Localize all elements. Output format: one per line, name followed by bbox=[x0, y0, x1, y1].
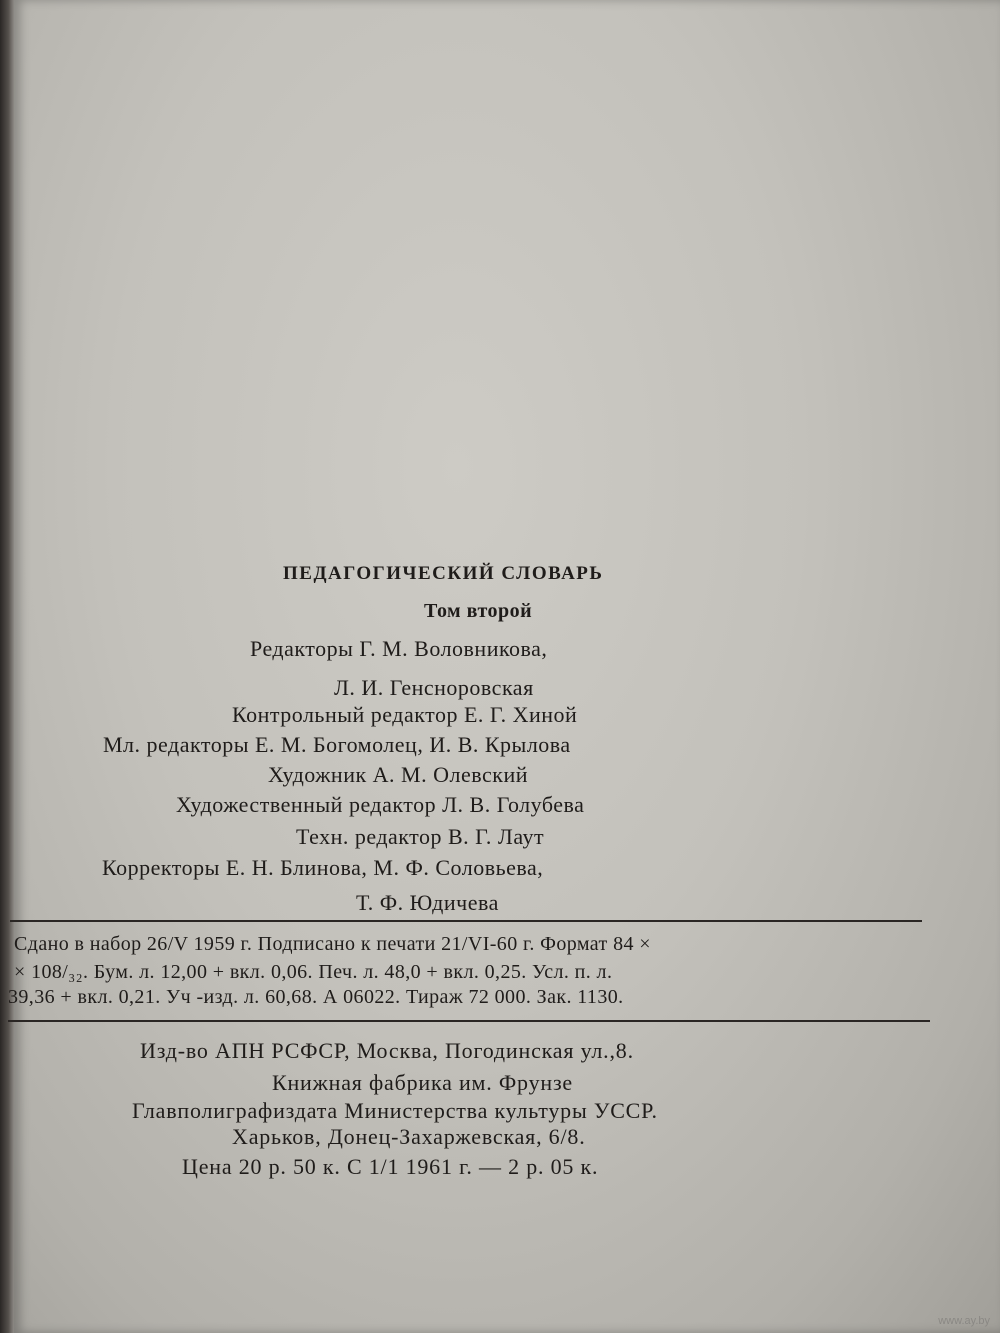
credit-line: Мл. редакторы Е. М. Богомолец, И. В. Крылова bbox=[103, 732, 571, 757]
credit-line: Художественный редактор Л. В. Голубева bbox=[176, 792, 585, 817]
credit-line: Корректоры Е. Н. Блинова, М. Ф. Соловьева, bbox=[102, 855, 544, 880]
credit-line: Техн. редактор В. Г. Лаут bbox=[296, 824, 545, 849]
imprint-line: × 108/₃₂. Бум. л. 12,00 + вкл. 0,06. Печ. л. 48,0 + вкл. 0,25. Усл. п. л. bbox=[14, 961, 613, 983]
publisher-line: Главполиграфиздата Министерства культуры УССР. bbox=[132, 1098, 658, 1123]
imprint-top-rule bbox=[10, 920, 922, 922]
book-title: ПЕДАГОГИЧЕСКИЙ СЛОВАРЬ bbox=[283, 563, 604, 584]
credit-line: Т. Ф. Юдичева bbox=[356, 890, 499, 915]
credit-line: Художник А. М. Олевский bbox=[268, 762, 528, 787]
credit-line: Контрольный редактор Е. Г. Хиной bbox=[232, 702, 578, 727]
publisher-line: Книжная фабрика им. Фрунзе bbox=[272, 1070, 573, 1095]
imprint-bottom-rule bbox=[8, 1020, 930, 1022]
watermark: www.ay.by bbox=[938, 1315, 990, 1327]
imprint-line: 39,36 + вкл. 0,21. Уч -изд. л. 60,68. А 06022. Тираж 72 000. Зак. 1130. bbox=[8, 986, 624, 1008]
book-volume: Том второй bbox=[424, 600, 533, 622]
credit-line: Редакторы Г. М. Воловникова, bbox=[250, 636, 548, 661]
imprint-line: Сдано в набор 26/V 1959 г. Подписано к печати 21/VI-60 г. Формат 84 × bbox=[14, 933, 651, 955]
publisher-line: Харьков, Донец-Захаржевская, 6/8. bbox=[232, 1124, 586, 1149]
credit-line: Л. И. Генсноровская bbox=[334, 675, 534, 700]
publisher-line: Изд-во АПН РСФСР, Москва, Погодинская ул.,8. bbox=[140, 1038, 634, 1063]
publisher-line: Цена 20 р. 50 к. С 1/1 1961 г. — 2 р. 05 к. bbox=[182, 1154, 599, 1179]
